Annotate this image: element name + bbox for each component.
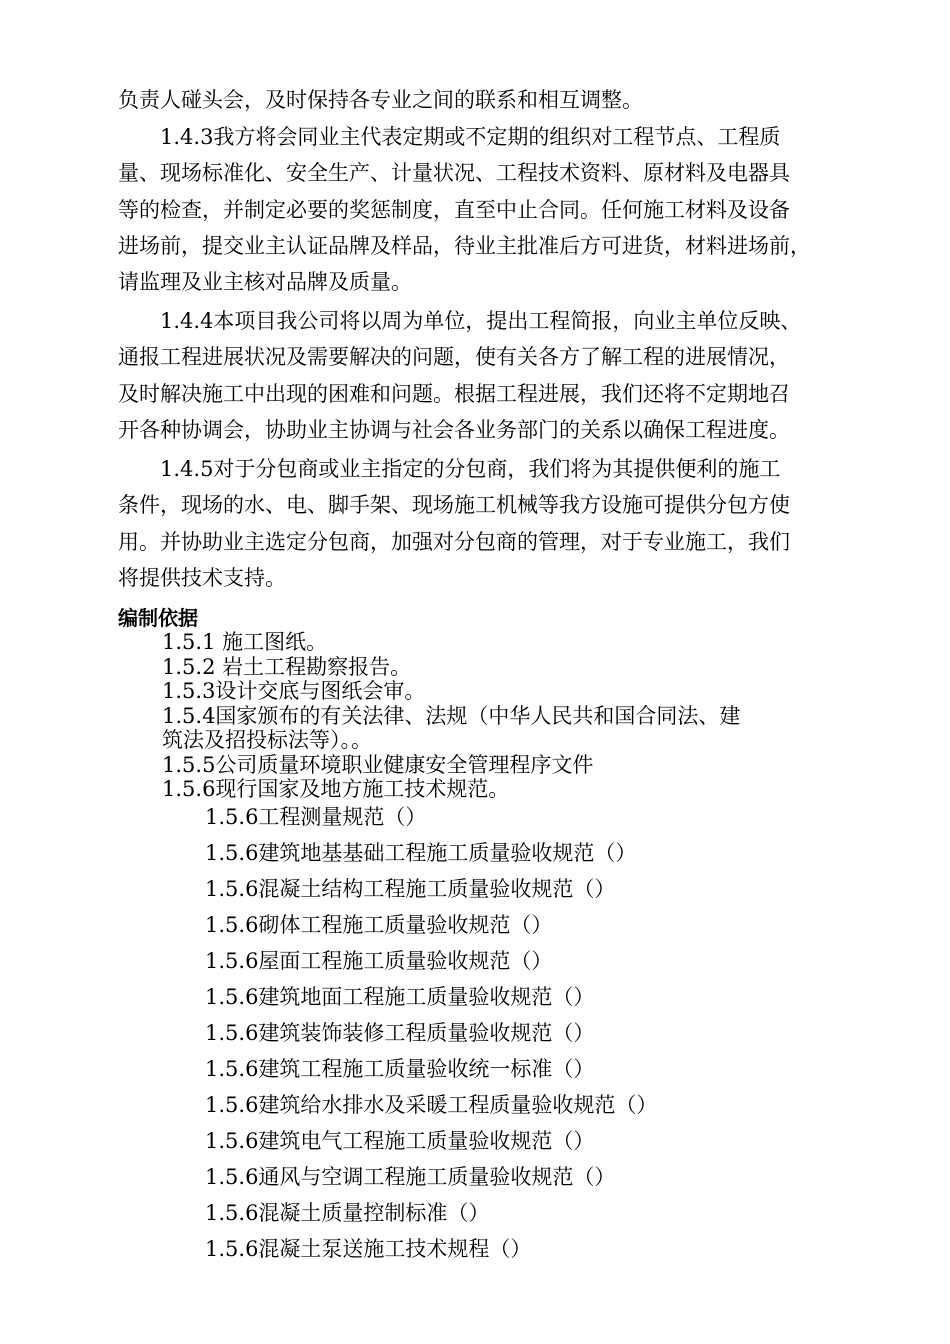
basis-item: 1.5.6现行国家及地方施工技术规范。 (162, 777, 510, 801)
basis-item: 1.5.2 岩土工程勘察报告。 (162, 654, 412, 679)
paragraph-line: 开各种协调会，协助业主协调与社会各业务部门的关系以确保工程进度。 (118, 417, 790, 442)
standard-item: 1.5.6混凝土质量控制标准（） (205, 1201, 490, 1225)
paragraph-line: 条件，现场的水、电、脚手架、现场施工机械等我方设施可提供分包方使 (118, 493, 790, 518)
standard-item: 1.5.6屋面工程施工质量验收规范（） (205, 949, 553, 973)
standard-item: 1.5.6建筑给水排水及采暖工程质量验收规范（） (205, 1093, 658, 1117)
paragraph-line: 请监理及业主核对品牌及质量。 (118, 270, 412, 295)
paragraph-line: 及时解决施工中出现的困难和问题。根据工程进展，我们还将不定期地召 (118, 381, 790, 406)
paragraph-line: 1.4.5对于分包商或业主指定的分包商，我们将为其提供便利的施工 (160, 457, 781, 481)
paragraph-line: 1.4.4本项目我公司将以周为单位，提出工程简报，向业主单位反映、 (160, 309, 802, 333)
paragraph-1-4-3 (118, 119, 838, 300)
intro-paragraph (118, 82, 838, 118)
standard-item: 1.5.6建筑地面工程施工质量验收规范（） (205, 985, 595, 1009)
paragraph-line: 将提供技术支持。 (118, 565, 286, 590)
standard-item: 1.5.6建筑电气工程施工质量验收规范（） (205, 1129, 595, 1153)
standard-item: 1.5.6混凝土泵送施工技术规程（） (205, 1237, 532, 1261)
paragraph-line: 1.4.3我方将会同业主代表定期或不定期的组织对工程节点、工程质 (160, 125, 781, 149)
paragraph-1-4-4 (118, 303, 838, 448)
paragraph-line: 负责人碰头会，及时保持各专业之间的联系和相互调整。 (118, 88, 643, 112)
paragraph-line: 用。并协助业主选定分包商，加强对分包商的管理，对于专业施工，我们 (118, 529, 790, 554)
standard-item: 1.5.6建筑工程施工质量验收统一标准（） (205, 1057, 595, 1081)
section-heading: 编制依据 (118, 606, 198, 630)
paragraph-line: 量、现场标准化、安全生产、计量状况、工程技术资料、原材料及电器具 (118, 161, 790, 186)
standard-item: 1.5.6通风与空调工程施工质量验收规范（） (205, 1165, 616, 1189)
basis-item: 1.5.3设计交底与图纸会审。 (162, 679, 426, 703)
standard-item: 1.5.6砌体工程施工质量验收规范（） (205, 913, 553, 937)
paragraph-line: 进场前，提交业主认证品牌及样品，待业主批准后方可进货，材料进场前， (118, 233, 811, 258)
basis-item: 1.5.5公司质量环境职业健康安全管理程序文件 (162, 752, 594, 777)
standards-list (205, 799, 657, 1267)
paragraph-line: 等的检查，并制定必要的奖惩制度，直至中止合同。任何施工材料及设备 (118, 197, 790, 222)
basis-item: 1.5.4国家颁布的有关法律、法规（中华人民共和国合同法、建 (162, 703, 741, 728)
basis-item: 筑法及招投标法等）。。 (162, 728, 372, 752)
standard-item: 1.5.6混凝土结构工程施工质量验收规范（） (205, 877, 616, 901)
paragraph-1-4-5 (118, 451, 838, 596)
basis-list (162, 630, 852, 802)
basis-item: 1.5.1 施工图纸。 (162, 630, 328, 654)
paragraph-line: 通报工程进展状况及需要解决的问题，使有关各方了解工程的进展情况， (118, 345, 790, 370)
standard-item: 1.5.6建筑装饰装修工程质量验收规范（） (205, 1021, 595, 1045)
standard-item: 1.5.6工程测量规范（） (205, 805, 427, 829)
standard-item: 1.5.6建筑地基基础工程施工质量验收规范（） (205, 841, 637, 865)
